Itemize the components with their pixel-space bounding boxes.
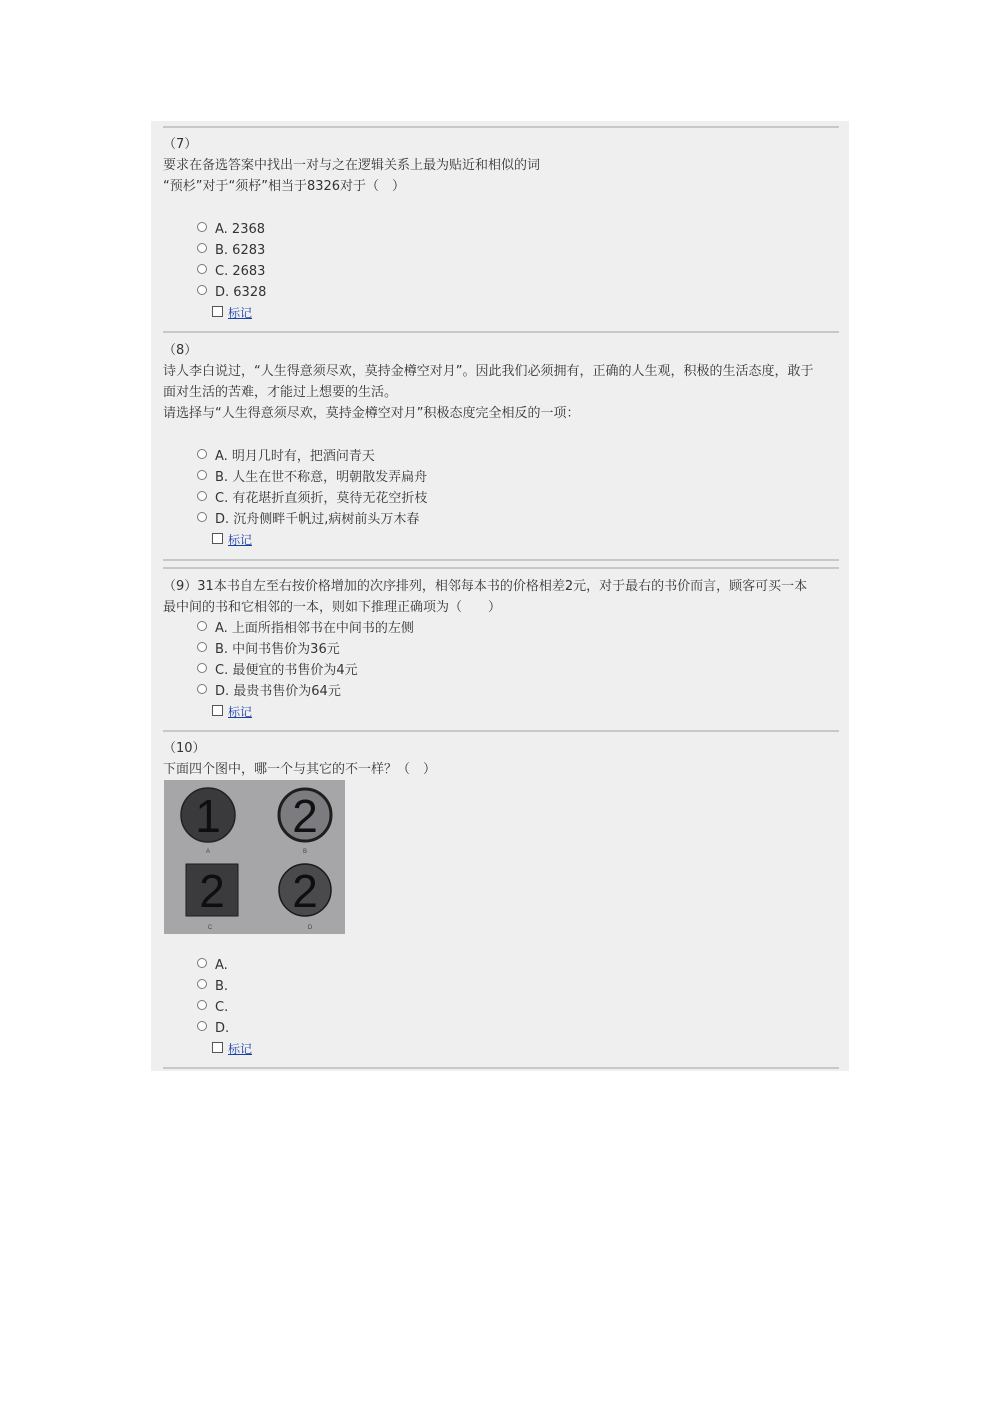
question-7-options (197, 219, 266, 324)
mark-checkbox[interactable] (212, 530, 427, 551)
radio-button[interactable] (197, 684, 207, 694)
option-d[interactable] (197, 1018, 252, 1039)
question-line: （9）31本书自左至右按价格增加的次序排列，相邻每本书的价格相差2元，对于最右的书价而言，顾客可买一本 (163, 579, 808, 594)
radio-button[interactable] (197, 958, 207, 968)
radio-button[interactable] (197, 979, 207, 989)
checkbox-icon[interactable] (212, 705, 223, 716)
option-label: D. (215, 1021, 230, 1036)
question-text (163, 155, 839, 197)
checkbox-icon[interactable] (212, 533, 223, 544)
question-number: （7） (163, 137, 198, 152)
question-number: （10） (163, 741, 206, 756)
checkbox-icon[interactable] (212, 1042, 223, 1053)
option-b[interactable] (197, 467, 427, 488)
option-label: B. 中间书售价为36元 (215, 642, 340, 657)
question-text (163, 361, 839, 424)
option-label: B. (215, 979, 229, 994)
radio-button[interactable] (197, 642, 207, 652)
option-b[interactable] (197, 976, 252, 997)
shape-digit: 1 (195, 790, 221, 842)
question-8 (163, 340, 839, 424)
shape-letter: C (207, 925, 213, 931)
divider (163, 1067, 839, 1069)
option-label: B. 6283 (215, 243, 266, 258)
divider (163, 730, 839, 732)
question-10-options (197, 955, 252, 1060)
option-label: C. 最便宜的书售价为4元 (215, 663, 358, 678)
radio-button[interactable] (197, 491, 207, 501)
question-line: “预杉”对于“须杼”相当于8326对于（ ） (163, 179, 406, 194)
mark-checkbox[interactable] (212, 303, 266, 324)
radio-button[interactable] (197, 470, 207, 480)
option-label: C. (215, 1000, 229, 1015)
option-b[interactable] (197, 639, 414, 660)
divider (163, 567, 839, 569)
option-c[interactable] (197, 997, 252, 1018)
question-line: 要求在备选答案中找出一对与之在逻辑关系上最为贴近和相似的词 (163, 158, 541, 173)
option-label: D. 最贵书售价为64元 (215, 684, 341, 699)
checkbox-icon[interactable] (212, 306, 223, 317)
question-number: （8） (163, 343, 198, 358)
question-line: 下面四个图中，哪一个与其它的不一样？（ ） (163, 762, 437, 777)
option-label: A. 明月几时有，把酒问青天 (215, 449, 375, 464)
divider (163, 126, 839, 128)
question-9-options (197, 618, 414, 723)
option-a[interactable] (197, 618, 414, 639)
option-d[interactable] (197, 681, 414, 702)
question-text (163, 576, 839, 618)
option-label: B. 人生在世不称意，明朝散发弄扁舟 (215, 470, 428, 485)
shape-letter: D (307, 925, 313, 931)
question-line: 请选择与“人生得意须尽欢，莫持金樽空对月”积极态度完全相反的一项： (163, 406, 580, 421)
option-c[interactable] (197, 488, 427, 509)
mark-label[interactable]: 标记 (228, 306, 253, 320)
mark-label[interactable]: 标记 (228, 533, 253, 547)
option-a[interactable] (197, 219, 266, 240)
question-line: 最中间的书和它相邻的一本，则如下推理正确项为（ ） (163, 600, 502, 615)
option-c[interactable] (197, 261, 266, 282)
shape-letter: A (205, 849, 211, 855)
figure-shapes (164, 780, 345, 934)
radio-button[interactable] (197, 1021, 207, 1031)
radio-button[interactable] (197, 663, 207, 673)
option-label: A. 2368 (215, 222, 266, 237)
radio-button[interactable] (197, 264, 207, 274)
option-label: A. (215, 958, 228, 973)
question-text (163, 759, 839, 780)
radio-button[interactable] (197, 285, 207, 295)
mark-checkbox[interactable] (212, 702, 414, 723)
shape-digit: 2 (292, 790, 318, 842)
shape-digit: 2 (199, 865, 225, 917)
mark-checkbox[interactable] (212, 1039, 252, 1060)
question-line: 面对生活的苦难，才能过上想要的生活。 (163, 385, 398, 400)
question-figure (164, 780, 345, 934)
option-label: D. 6328 (215, 285, 267, 300)
divider (163, 559, 839, 561)
option-d[interactable] (197, 282, 266, 303)
option-label: A. 上面所指相邻书在中间书的左侧 (215, 621, 414, 636)
option-c[interactable] (197, 660, 414, 681)
mark-label[interactable]: 标记 (228, 705, 253, 719)
radio-button[interactable] (197, 243, 207, 253)
question-7 (163, 134, 839, 197)
question-line: 诗人李白说过，“人生得意须尽欢，莫持金樽空对月”。因此我们必须拥有，正确的人生观，积极的生活态度，敢于 (163, 364, 814, 379)
option-d[interactable] (197, 509, 427, 530)
radio-button[interactable] (197, 222, 207, 232)
option-b[interactable] (197, 240, 266, 261)
radio-button[interactable] (197, 1000, 207, 1010)
option-label: D. 沉舟侧畔千帆过,病树前头万木春 (215, 512, 420, 527)
question-8-options (197, 446, 427, 551)
radio-button[interactable] (197, 512, 207, 522)
radio-button[interactable] (197, 449, 207, 459)
divider (163, 331, 839, 333)
shape-digit: 2 (292, 865, 318, 917)
mark-label[interactable]: 标记 (228, 1042, 253, 1056)
shape-letter: B (302, 849, 308, 855)
question-9 (163, 576, 839, 618)
radio-button[interactable] (197, 621, 207, 631)
option-a[interactable] (197, 955, 252, 976)
option-a[interactable] (197, 446, 427, 467)
option-label: C. 2683 (215, 264, 266, 279)
question-10 (163, 738, 839, 780)
option-label: C. 有花堪折直须折，莫待无花空折枝 (215, 491, 428, 506)
